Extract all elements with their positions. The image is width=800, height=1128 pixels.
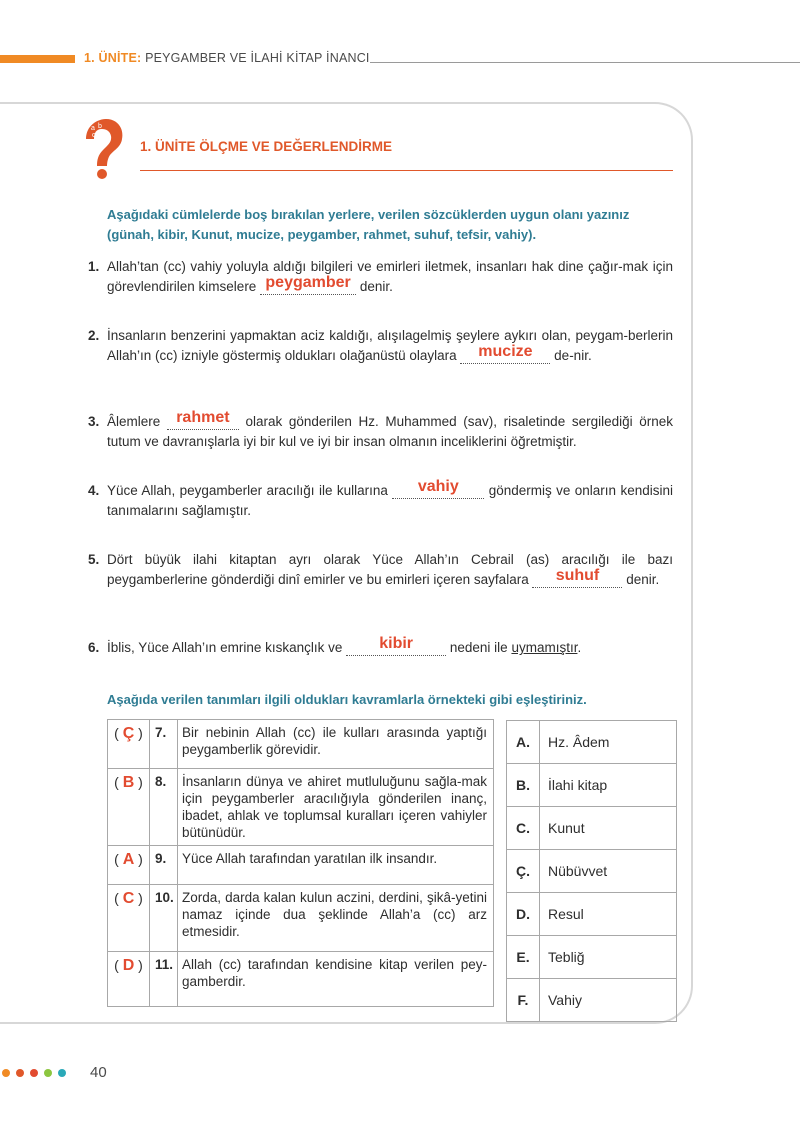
- matched-letter: Ç: [122, 725, 135, 742]
- header-rule: [370, 62, 800, 63]
- question-text: Yüce Allah, peygamberler aracılığı ile kullarına: [107, 483, 393, 498]
- question-number: 5.: [88, 552, 100, 567]
- question-number: 1.: [88, 259, 100, 274]
- filled-answer: kibir: [379, 635, 414, 652]
- question-text-end: olarak gönderilen Hz. Muhammed (sav), risaletinde sergilediği örnek tutum ve davranışlarla iyi bir kul ve iyi bir insan olmanın inceliklerini öğretmiştir.: [107, 414, 673, 449]
- footer-dot: [2, 1069, 10, 1077]
- paren-close: ): [138, 773, 143, 790]
- answer-cell[interactable]: [108, 846, 150, 884]
- matching-row: [108, 768, 494, 846]
- question-1: [88, 257, 673, 297]
- option-letter: Ç.: [507, 850, 540, 893]
- question-number: 4.: [88, 483, 100, 498]
- option-text: Kunut: [540, 807, 677, 850]
- answer-blank[interactable]: [532, 567, 622, 588]
- paren-open: (: [114, 725, 119, 741]
- option-text: Nübüvvet: [540, 850, 677, 893]
- question-6: [88, 635, 673, 658]
- header-accent-bar: [0, 55, 75, 63]
- question-2: [88, 326, 673, 366]
- question-text-end: de-nir.: [550, 348, 592, 363]
- paren-close: ): [138, 889, 143, 906]
- option-text: İlahi kitap: [540, 764, 677, 807]
- footer-dot: [30, 1069, 38, 1077]
- running-header: [84, 51, 370, 65]
- options-table: [506, 720, 677, 1022]
- icon-letter: b: [98, 123, 102, 130]
- paren-open: (: [114, 773, 119, 790]
- definition-text: Bir nebinin Allah (cc) ile kulları arasında yaptığı peygamberlik görevidir.: [178, 720, 494, 769]
- definition-text: Zorda, darda kalan kulun aczini, derdini, şikâ-yetini namaz içinde dua şeklinde Allah’a (cc) arz etmesidir.: [178, 884, 494, 952]
- filled-answer: mucize: [478, 343, 533, 360]
- matched-letter: A: [122, 851, 135, 869]
- answer-blank[interactable]: [260, 274, 356, 295]
- answer-blank[interactable]: [167, 409, 239, 430]
- row-number: 10.: [150, 884, 178, 952]
- question-text-end: göndermiş ve onların kendisini tanımalarını sağlamıştır.: [107, 483, 673, 518]
- definition-text: Yüce Allah tarafından yaratılan ilk insandır.: [178, 846, 494, 884]
- answer-blank[interactable]: [460, 343, 550, 364]
- header-title: PEYGAMBER VE İLAHİ KİTAP İNANCI: [145, 51, 370, 65]
- matching-row: [108, 720, 494, 769]
- question-text: Dört büyük ilahi kitaptan ayrı olarak Yüce Allah’ın Cebrail (as) aracılığı ile bazı peygamberlerine gönderdiği dinî emirler ve bu emirleri içeren sayfalara: [107, 552, 673, 587]
- question-text: Âlemlere: [107, 414, 167, 429]
- footer-dot: [16, 1069, 24, 1077]
- question-text-end: denir.: [356, 279, 393, 294]
- paren-open: (: [114, 851, 119, 868]
- answer-blank[interactable]: [392, 478, 484, 499]
- definition-text: Allah (cc) tarafından kendisine kitap verilen pey-gamberdir.: [178, 952, 494, 1007]
- paren-close: ): [138, 851, 143, 868]
- filled-answer: peygamber: [265, 274, 351, 291]
- row-number: 8.: [150, 768, 178, 846]
- question-5: [88, 550, 673, 590]
- matching-table: [107, 719, 494, 1007]
- matched-letter: B: [122, 773, 135, 791]
- paren-close: ): [138, 957, 143, 974]
- question-text: İnsanların benzerini yapmaktan aciz kaldığı, alışılagelmiş şeylere aykırı olan, peygam-berlerin Allah’ın (cc) izniyle göstermiş oldukları olağanüstü olaylara: [107, 328, 673, 363]
- answer-cell[interactable]: [108, 768, 150, 846]
- icon-letter: c: [92, 132, 96, 139]
- matched-letter: D: [122, 957, 135, 975]
- option-text: Hz. Âdem: [540, 721, 677, 764]
- matched-letter: C: [122, 889, 135, 907]
- section-title-rule: [140, 170, 673, 171]
- option-letter: B.: [507, 764, 540, 807]
- question-text-end: denir.: [622, 572, 660, 587]
- page-number: 40: [90, 1064, 107, 1081]
- paren-open: (: [114, 957, 119, 974]
- icon-letter: d: [99, 131, 103, 138]
- option-row: [507, 936, 677, 979]
- option-text: Resul: [540, 893, 677, 936]
- answer-cell[interactable]: [108, 884, 150, 952]
- answer-cell[interactable]: [108, 952, 150, 1007]
- question-text-mid: nedeni ile: [446, 640, 512, 655]
- option-letter: D.: [507, 893, 540, 936]
- row-number: 11.: [150, 952, 178, 1007]
- footer-dot: [58, 1069, 66, 1077]
- question-4: [88, 478, 673, 521]
- option-text: Vahiy: [540, 979, 677, 1022]
- row-number: 7.: [150, 720, 178, 769]
- icon-letter: a: [91, 125, 95, 132]
- option-row: [507, 764, 677, 807]
- filled-answer: rahmet: [176, 409, 230, 426]
- fill-in-instruction: Aşağıdaki cümlelerde boş bırakılan yerlere, verilen sözcüklerden uygun olanı yazınız (günah, kibir, Kunut, mucize, peygamber, rahmet, suhuf, tefsir, vahiy).: [107, 207, 630, 242]
- option-text: Tebliğ: [540, 936, 677, 979]
- matching-row: [108, 884, 494, 952]
- row-number: 9.: [150, 846, 178, 884]
- question-number: 3.: [88, 414, 100, 429]
- paren-close: ): [138, 725, 143, 741]
- matching-row: [108, 846, 494, 884]
- question-text: İblis, Yüce Allah’ın emrine kıskançlık ve: [107, 640, 347, 655]
- option-letter: E.: [507, 936, 540, 979]
- filled-answer: suhuf: [555, 567, 600, 584]
- filled-answer: vahiy: [417, 478, 459, 495]
- question-head-icon: [78, 117, 126, 179]
- option-row: [507, 807, 677, 850]
- paren-open: (: [114, 889, 119, 906]
- section-title: 1. ÜNİTE ÖLÇME VE DEĞERLENDİRME: [140, 139, 393, 154]
- matching-instruction: Aşağıda verilen tanımları ilgili oldukları kavramlarla örnekteki gibi eşleştiriniz.: [107, 692, 587, 707]
- underlined-word: uymamıştır: [511, 640, 578, 655]
- option-row: [507, 850, 677, 893]
- option-letter: F.: [507, 979, 540, 1022]
- option-letter: C.: [507, 807, 540, 850]
- option-row: [507, 721, 677, 764]
- footer-dot: [44, 1069, 52, 1077]
- matching-row: [108, 952, 494, 1007]
- question-number: 6.: [88, 640, 100, 655]
- answer-blank[interactable]: [346, 635, 446, 656]
- question-number: 2.: [88, 328, 100, 343]
- footer-dots: [0, 1069, 72, 1079]
- question-text-end: .: [577, 640, 582, 655]
- answer-cell[interactable]: [108, 720, 150, 769]
- option-row: [507, 893, 677, 936]
- option-letter: A.: [507, 721, 540, 764]
- question-text: Allah’tan (cc) vahiy yoluyla aldığı bilgileri ve emirleri iletmek, insanları hak dine çağır-mak için görevlendirilen kimselere: [107, 259, 673, 294]
- question-3: [88, 409, 673, 452]
- definition-text: İnsanların dünya ve ahiret mutluluğunu sağla-mak için peygamberler aracılığıyla gönderilen inanç, ibadet, ahlak ve toplumsal kuralları içeren vahiyler bütünüdür.: [178, 768, 494, 846]
- option-row: [507, 979, 677, 1022]
- header-unit: 1. ÜNİTE:: [84, 51, 142, 65]
